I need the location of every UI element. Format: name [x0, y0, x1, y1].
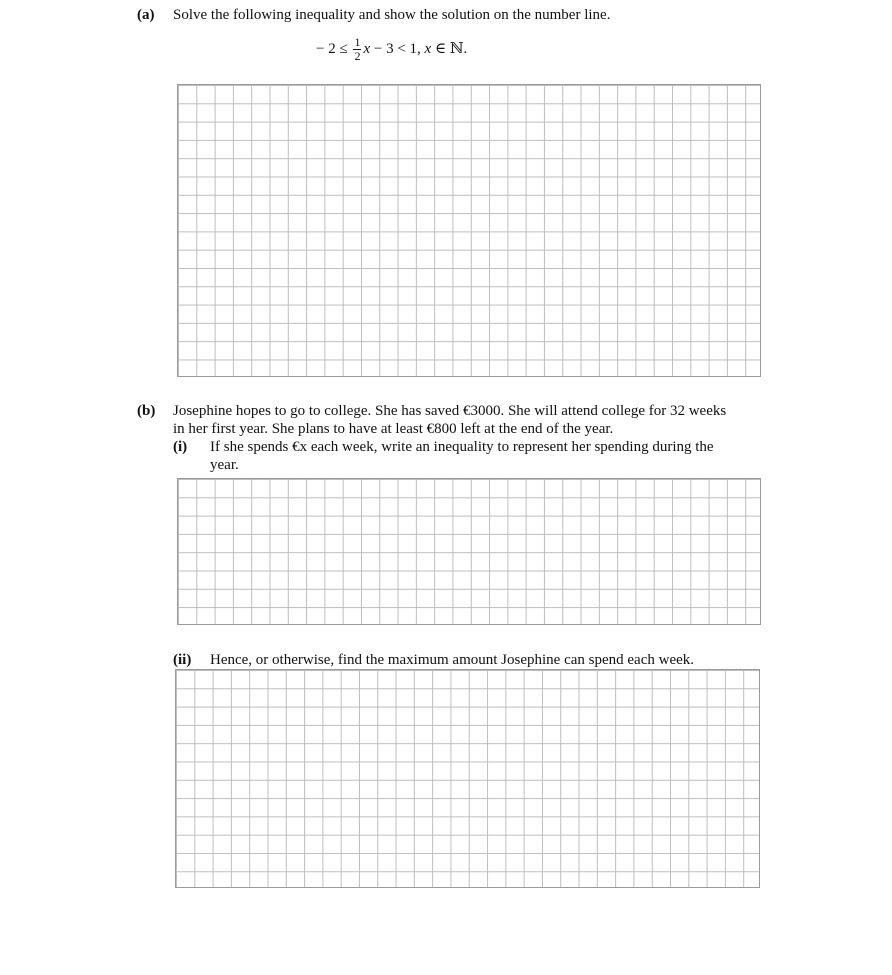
- part-a-label: (a): [137, 7, 155, 23]
- part-a-question: Solve the following inequality and show the solution on the number line.: [173, 7, 611, 23]
- part-b-ii-question: Hence, or otherwise, find the maximum amount Josephine can spend each week.: [210, 652, 695, 668]
- part-b-ii-label: (ii): [173, 652, 192, 668]
- answer-grid-b-ii[interactable]: [175, 669, 760, 888]
- part-b-i-label: (i): [173, 439, 188, 455]
- eq-variable: x: [363, 40, 371, 57]
- answer-grid-a[interactable]: [177, 84, 761, 377]
- eq-variable-2: x: [424, 40, 432, 57]
- eq-left: − 2 ≤: [316, 40, 348, 57]
- fraction-denominator: 2: [354, 49, 361, 63]
- answer-grid-b-i[interactable]: [177, 478, 761, 625]
- part-b-i-line1: If she spends €x each week, write an inequality to represent her spending during the: [210, 439, 714, 455]
- fraction-one-half: [353, 36, 361, 63]
- eq-right: − 3 < 1,: [373, 40, 421, 57]
- eq-tail: ∈ ℕ.: [434, 40, 468, 57]
- part-b-label: (b): [137, 403, 156, 419]
- fraction-numerator: 1: [354, 35, 361, 49]
- part-b-line1: Josephine hopes to go to college. She has saved €3000. She will attend college for 32 weeks: [173, 403, 727, 419]
- part-b-i-line2: year.: [210, 457, 239, 473]
- part-b-line2: in her first year. She plans to have at least €800 left at the end of the year.: [173, 421, 614, 437]
- inequality-equation: [316, 36, 467, 63]
